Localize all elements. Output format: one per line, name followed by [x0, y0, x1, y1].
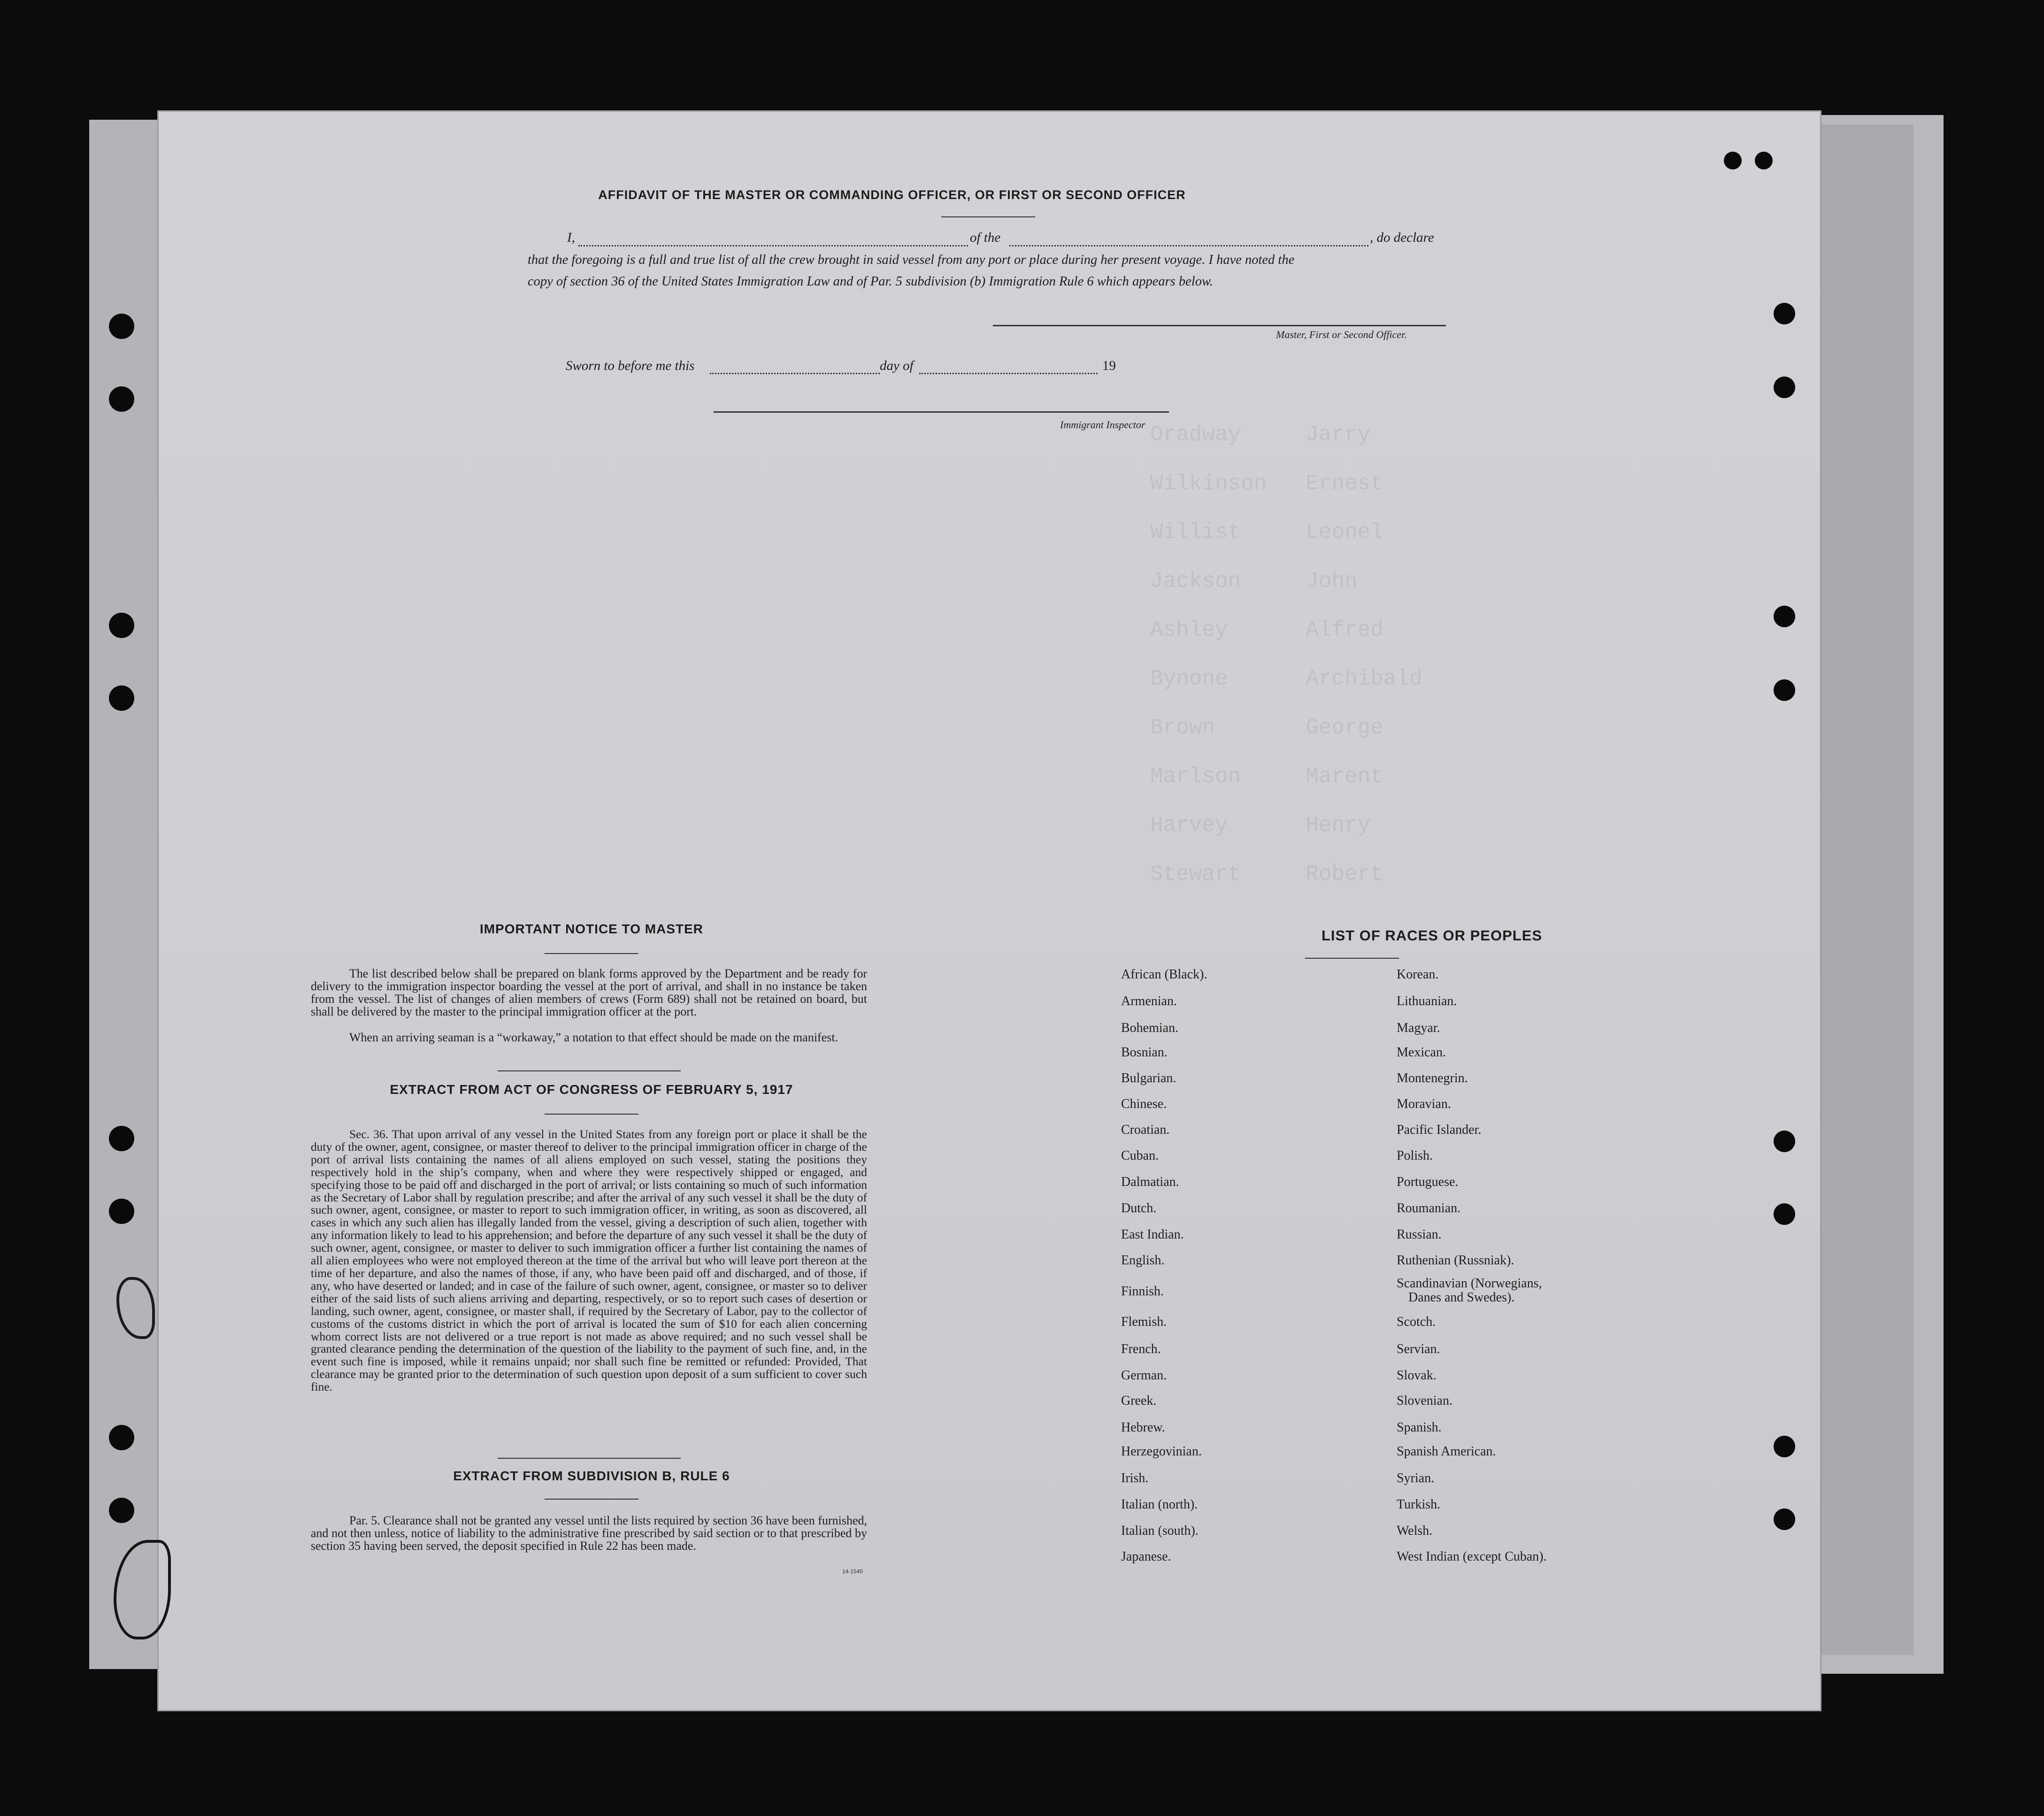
punch-hole	[1774, 1203, 1795, 1225]
punch-hole	[109, 1199, 134, 1224]
divider	[545, 1114, 638, 1115]
year-prefix: 19	[1102, 358, 1116, 373]
divider	[498, 1070, 681, 1071]
punch-hole	[109, 685, 134, 711]
inspector-signature-line[interactable]	[714, 411, 1169, 413]
punch-hole	[1774, 303, 1795, 324]
name-field[interactable]	[578, 245, 968, 246]
divider	[1305, 958, 1399, 959]
bleed-through-text: Oradway Jarry Wilkinson Ernest Willist Leonel Jackson John Ashley Alfred Bynone Archibald Brown George Marlson Marent Harvey Henry Stewart Robert	[1150, 423, 1422, 886]
form-number: 14-1540	[842, 1568, 863, 1575]
punch-hole	[1755, 152, 1773, 169]
race-item: Hebrew.	[1121, 1420, 1165, 1435]
notice-paragraph-workaway: When an arriving seaman is a “workaway,” a notation to that effect should be made on the manifest.	[349, 1031, 838, 1044]
race-item: Armenian.	[1121, 994, 1177, 1008]
race-item: Turkish.	[1397, 1497, 1441, 1512]
race-item: Croatian.	[1121, 1123, 1170, 1137]
punch-hole	[109, 613, 134, 638]
punch-hole	[1774, 606, 1795, 627]
race-item: Cuban.	[1121, 1148, 1159, 1163]
race-item: West Indian (except Cuban).	[1397, 1549, 1547, 1564]
notice-paragraph: The list described below shall be prepared on blank forms approved by the Department and be ready for delivery to the immigration inspector boarding the vessel at the port of arrival, and shall in no instance be taken from the vessel. The list of changes of alien members of crews (Form 689) shall not be retained on board, but shall be delivered by the master to the principal immigration officer at the port.	[311, 967, 867, 1018]
race-item: Bosnian.	[1121, 1045, 1168, 1060]
race-item: Japanese.	[1121, 1549, 1171, 1564]
race-item: Mexican.	[1397, 1045, 1446, 1060]
race-item: African (Black).	[1121, 967, 1207, 982]
divider	[498, 1458, 681, 1459]
race-item: Moravian.	[1397, 1097, 1451, 1111]
races-title: LIST OF RACES OR PEOPLES	[1321, 927, 1543, 944]
punch-hole	[109, 386, 134, 412]
affidavit-line-3: copy of section 36 of the United States Immigration Law and of Par. 5 subdivision (b) Immigration Rule 6 which appears below.	[528, 274, 1213, 289]
vessel-field[interactable]	[1009, 245, 1368, 246]
race-item: Portuguese.	[1397, 1175, 1459, 1189]
race-item: Korean.	[1397, 967, 1439, 982]
race-item: Roumanian.	[1397, 1201, 1461, 1216]
race-item: Bohemian.	[1121, 1021, 1179, 1035]
race-item: Italian (south).	[1121, 1524, 1199, 1538]
race-item: Montenegrin.	[1397, 1071, 1468, 1085]
race-item: Italian (north).	[1121, 1497, 1198, 1512]
race-item: Finnish.	[1121, 1284, 1164, 1299]
act-title: EXTRACT FROM ACT OF CONGRESS OF FEBRUARY 5, 1917	[390, 1082, 793, 1097]
race-item: Slovak.	[1397, 1368, 1437, 1383]
race-item: Bulgarian.	[1121, 1071, 1176, 1085]
race-item: German.	[1121, 1368, 1167, 1383]
punch-hole	[109, 1425, 134, 1450]
race-item: East Indian.	[1121, 1227, 1184, 1242]
race-item: Spanish American.	[1397, 1444, 1496, 1459]
punch-hole	[1774, 1508, 1795, 1530]
affidavit-i: I,	[567, 230, 575, 245]
race-item: Dalmatian.	[1121, 1175, 1179, 1189]
punch-hole	[109, 1498, 134, 1523]
punch-hole	[109, 1126, 134, 1151]
race-item: Lithuanian.	[1397, 994, 1457, 1008]
master-caption: Master, First or Second Officer.	[1276, 329, 1407, 340]
affidavit-declare: , do declare	[1370, 230, 1434, 245]
punch-hole	[1774, 679, 1795, 701]
race-item: Pacific Islander.	[1397, 1123, 1482, 1137]
inspector-caption: Immigrant Inspector	[1060, 419, 1145, 431]
day-of-text: day of	[880, 358, 914, 373]
race-item: Russian.	[1397, 1227, 1442, 1242]
race-item: Magyar.	[1397, 1021, 1440, 1035]
race-item: Servian.	[1397, 1342, 1440, 1356]
punch-hole	[1774, 1436, 1795, 1457]
rule-paragraph: Par. 5. Clearance shall not be granted any vessel until the lists required by section 36 have been furnished, and not then unless, notice of liability to the administrative fine prescribed by said section or to that prescribed by section 35 having been served, the deposit specified in Rule 22 has been made.	[311, 1514, 867, 1553]
sworn-month-field[interactable]	[919, 373, 1098, 374]
race-item: Scotch.	[1397, 1315, 1436, 1329]
race-item: Polish.	[1397, 1148, 1433, 1163]
race-item: French.	[1121, 1342, 1161, 1356]
divider	[941, 216, 1035, 217]
race-item: Flemish.	[1121, 1315, 1167, 1329]
punch-hole	[109, 314, 134, 339]
race-item: Ruthenian (Russniak).	[1397, 1253, 1514, 1268]
punch-hole	[1774, 1131, 1795, 1152]
affidavit-title: AFFIDAVIT OF THE MASTER OR COMMANDING OFFICER, OR FIRST OR SECOND OFFICER	[598, 188, 1186, 202]
race-item: Scandinavian (Norwegians,	[1397, 1276, 1542, 1291]
race-item: Greek.	[1121, 1393, 1157, 1408]
race-item: Irish.	[1121, 1471, 1149, 1485]
sworn-day-field[interactable]	[710, 373, 880, 374]
race-item: Chinese.	[1121, 1097, 1167, 1111]
rule-title: EXTRACT FROM SUBDIVISION B, RULE 6	[453, 1469, 730, 1483]
race-item: Herzegovinian.	[1121, 1444, 1202, 1459]
affidavit-of-the: of the	[970, 230, 1001, 245]
race-item: English.	[1121, 1253, 1165, 1268]
race-item: Danes and Swedes).	[1408, 1290, 1515, 1305]
race-item: Dutch.	[1121, 1201, 1157, 1216]
race-item: Welsh.	[1397, 1524, 1433, 1538]
act-section-36-text: Sec. 36. That upon arrival of any vessel in the United States from any foreign port or place it shall be the duty of the owner, agent, consignee, or master thereof to deliver to the principal immigration officer in charge of the port of arrival lists containing the names of all aliens employed on such vessel, stating the positions they respectively hold in the ship’s company, when and where they were respectively shipped or engaged, and specifying those to be paid off and discharged in the port of arrival; or lists containing so much of such information as the Secretary of Labor shall by regulation prescribe; and after the arrival of any such vessel it shall be the duty of such owner, agent, consignee, or master to report to such immigration officer, in writing, as soon as discovered, all cases in which any such alien has illegally landed from the vessel, giving a description of such alien, together with any information likely to lead to his apprehension; and before the departure of any such vessel it shall be the duty of such owner, agent, consignee, or master to deliver to such immigration officer a further list containing the names of all alien employees who were not employed thereon at the time of the arrival but who will leave port thereon at the time of her departure, and also the names of those, if any, who have been paid off and discharged, and of those, if any, who have deserted or landed; and in case of the failure of such owner, agent, consignee, or master so to deliver either of the said lists of such aliens arriving and departing, respectively, or so to report such cases of desertion or landing, such owner, agent, consignee, or master shall, if required by the Secretary of Labor, pay to the collector of customs of the customs district in which the port of arrival is located the sum of $10 for each alien concerning whom correct lists are not delivered or a true report is not made as above required; and no such vessel shall be granted clearance pending the determination of the question of the liability to the payment of such fine, and, in the event such fine is imposed, while it remains unpaid; nor shall such fine be remitted or refunded: Provided, That clearance may be granted prior to the determination of such question upon deposit of a sum sufficient to cover such fine.	[311, 1127, 867, 1394]
divider	[545, 953, 638, 954]
race-item: Slovenian.	[1397, 1393, 1452, 1408]
punch-hole	[1724, 152, 1742, 169]
punch-hole	[1774, 377, 1795, 398]
affidavit-line-2: that the foregoing is a full and true list of all the crew brought in said vessel from any port or place during her present voyage. I have noted the	[528, 253, 1295, 267]
master-signature-line[interactable]	[993, 325, 1446, 326]
notice-title: IMPORTANT NOTICE TO MASTER	[479, 922, 704, 936]
sworn-text: Sworn to before me this	[566, 358, 695, 373]
race-item: Spanish.	[1397, 1420, 1442, 1435]
race-item: Syrian.	[1397, 1471, 1435, 1485]
back-sheet-edge	[1812, 124, 1913, 1655]
divider	[545, 1499, 638, 1500]
